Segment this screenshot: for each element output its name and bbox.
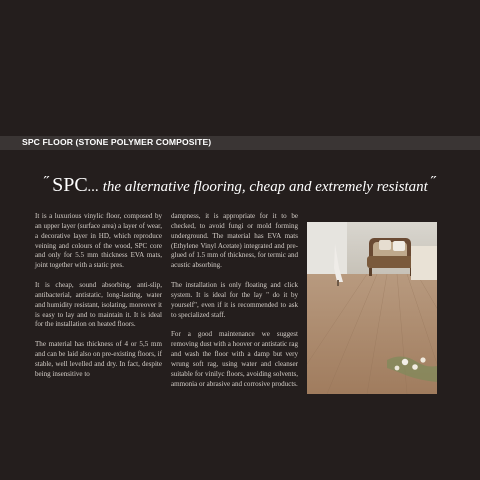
text-column-right [171, 212, 298, 400]
headline-tagline: ... the alternative flooring, cheap and extremely resistant [87, 179, 428, 195]
paragraph: The installation is only floating and click system. It is ideal for the lay " do it by yourself", even if it is recommended to ask to specialized staff. [171, 281, 298, 319]
text-column-left [35, 212, 162, 390]
paragraph: For a good maintenance we suggest removing dust with a hoover or antistatic rag and wash the floor with a damp but very wrung soft rag, using water and cleanser suitable for vinilyc floors, avoiding solvents, ammonia or abrasive and corrosive products. [171, 330, 298, 388]
section-header-bar [0, 136, 480, 150]
paragraph: It is cheap, sound absorbing, anti-slip, antibacterial, antistatic, long-lasting, water and humidity resistant, isolating, moreover it is easy to lay and to maintain it. It is ideal for the installation on heated floors. [35, 281, 162, 329]
headline-acronym: SPC [52, 174, 88, 196]
headline-open-quote: ˝ [43, 174, 50, 191]
paragraph: dampness, it is appropriate for it to be checked, to avoid fungi or mold forming underground. The material has EVA mats (Ethylene Vinyl Acetate) integrated and pre-glued of 1.5 mm of thickness, for termic and acustic absorbing. [171, 212, 298, 270]
paragraph: The material has thickness of 4 or 5,5 mm and can be laid also on pre-existing floors, if stable, well levelled and dry. In fact, despite being insensitive to [35, 340, 162, 378]
room-floor-photo [307, 222, 437, 394]
headline-close-quote: ˝ [430, 174, 437, 191]
paragraph: It is a luxurious vinylic floor, composed by an upper layer (surface area) a layer of wear, a decorative layer in HD, which reproduce veining and colours of the wood, SPC core and only for 5.5 mm thickness EVA mats, joint together with a static pres. [35, 212, 162, 270]
headline [0, 174, 480, 197]
section-title: SPC FLOOR (STONE POLYMER COMPOSITE) [22, 137, 212, 147]
